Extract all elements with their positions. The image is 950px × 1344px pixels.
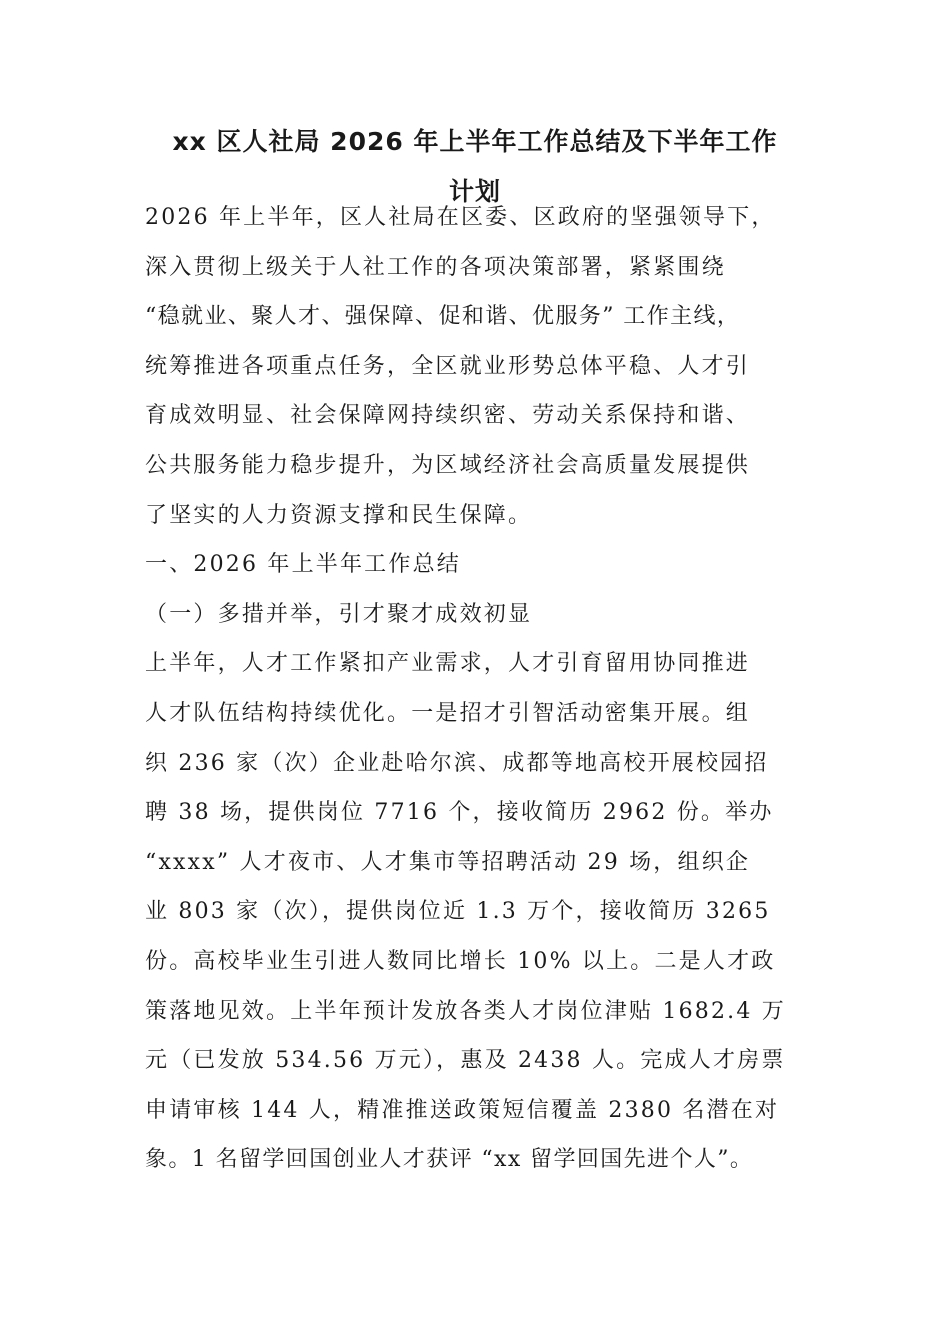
intro-paragraph-line: 统筹推进各项重点任务，全区就业形势总体平稳、人才引 [145, 353, 751, 379]
intro-paragraph-line: 了坚实的人力资源支撑和民生保障。 [145, 502, 533, 528]
body-paragraph-line: 聘 38 场，提供岗位 7716 个，接收简历 2962 份。举办 [145, 800, 774, 826]
body-paragraph-line: 人才队伍结构持续优化。一是招才引智活动密集开展。组 [145, 700, 751, 726]
body-paragraph-line: 织 236 家（次）企业赴哈尔滨、成都等地高校开展校园招 [145, 750, 769, 776]
document-title: xx 区人社局 2026 年上半年工作总结及下半年工作 [172, 127, 778, 156]
body-paragraph-line: 上半年，人才工作紧扣产业需求，人才引育留用协同推进 [145, 651, 751, 677]
body-paragraph-line: 象。1 名留学回国创业人才获评 “xx 留学回国先进个人”。 [145, 1147, 754, 1173]
intro-paragraph-line: 育成效明显、社会保障网持续织密、劳动关系保持和谐、 [145, 403, 751, 429]
intro-paragraph-line: “稳就业、聚人才、强保障、促和谐、优服务” 工作主线， [145, 304, 741, 330]
intro-paragraph-line: 公共服务能力稳步提升，为区域经济社会高质量发展提供 [145, 452, 751, 478]
document-title-continued: 计划 [448, 177, 501, 206]
intro-paragraph-line: 2026 年上半年，区人社局在区委、区政府的坚强领导下， [145, 205, 776, 230]
body-paragraph-line: 业 803 家（次），提供岗位近 1.3 万个，接收简历 3265 [145, 899, 771, 925]
body-paragraph-line: 份。高校毕业生引进人数同比增长 10% 以上。二是人才政 [145, 948, 776, 974]
body-paragraph-line: “xxxx” 人才夜市、人才集市等招聘活动 29 场，组织企 [145, 849, 751, 875]
body-paragraph-line: 策落地见效。上半年预计发放各类人才岗位津贴 1682.4 万 [145, 998, 786, 1024]
section-heading: 一、2026 年上半年工作总结 [145, 552, 461, 578]
subsection-heading: （一）多措并举，引才聚才成效初显 [145, 601, 533, 627]
body-paragraph-line: 元（已发放 534.56 万元），惠及 2438 人。完成人才房票 [145, 1048, 786, 1074]
document-body [145, 193, 815, 1185]
intro-paragraph-line: 深入贯彻上级关于人社工作的各项决策部署，紧紧围绕 [145, 254, 726, 280]
body-paragraph-line: 申请审核 144 人，精准推送政策短信覆盖 2380 名潜在对 [145, 1097, 780, 1123]
